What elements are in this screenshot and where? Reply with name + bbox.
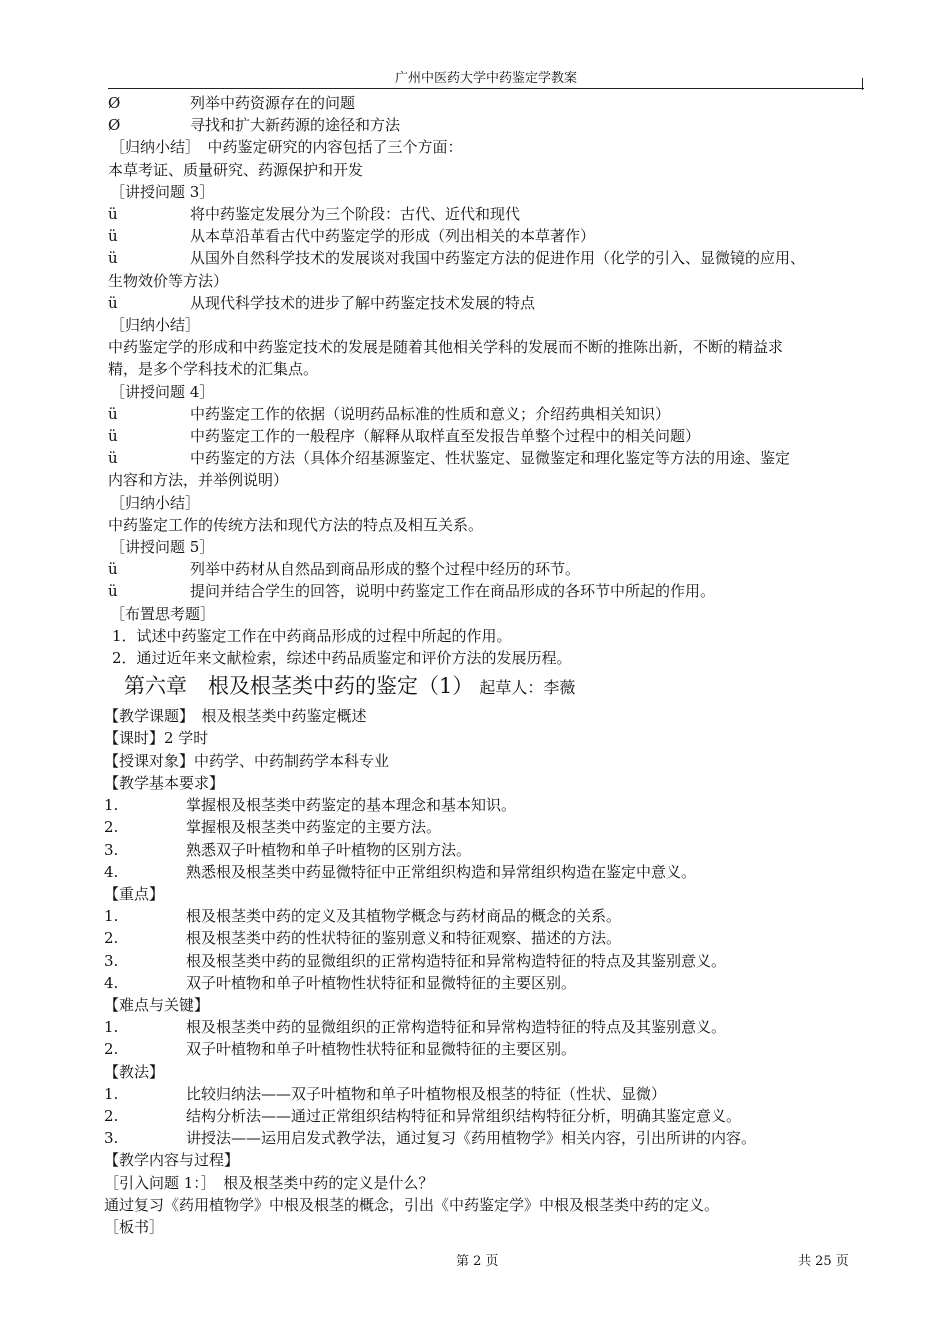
line-text: 中药鉴定工作的传统方法和现代方法的特点及相互关系。: [108, 515, 484, 534]
text-line: [104, 705, 864, 727]
text-line: [110, 136, 864, 158]
line-text: 根及根茎类中药的定义及其植物学概念与药材商品的概念的关系。: [186, 907, 622, 926]
list-marker: ü: [108, 404, 118, 423]
list-marker: ü: [108, 227, 118, 246]
line-text: 中药鉴定学的形成和中药鉴定技术的发展是随着其他相关学科的发展而不断的推陈出新，不断的精益求: [108, 338, 784, 357]
list-marker: 3.: [104, 1129, 119, 1148]
list-marker: ü: [108, 205, 118, 224]
line-text: 1．试述中药鉴定工作在中药商品形成的过程中所起的作用。: [112, 626, 512, 645]
header-rule: [108, 88, 864, 89]
text-line: [108, 203, 864, 225]
text-line: [108, 225, 864, 247]
list-marker: 3.: [104, 951, 119, 970]
text-line: [110, 492, 864, 514]
text-line: [104, 1149, 864, 1171]
page-header: 广州中医药大学中药鉴定学教案: [394, 71, 577, 86]
line-text: 根及根茎类中药的显微组织的正常构造特征和异常构造特征的特点及其鉴别意义。: [186, 951, 727, 970]
chapter-title: 第六章 根及根茎类中药的鉴定（1）: [124, 674, 474, 699]
list-marker: 2.: [104, 1040, 119, 1059]
line-text: 2．通过近年来文献检索，综述中药品质鉴定和评价方法的发展历程。: [112, 649, 572, 668]
line-text: ［引入问题 1：］ 根及根茎类中药的定义是什么？: [104, 1173, 434, 1192]
line-text: ［归纳小结］: [110, 316, 201, 335]
text-line: [108, 514, 864, 536]
line-text: 比较归纳法——双子叶植物和单子叶植物根及根茎的特征（性状、显微）: [186, 1084, 667, 1103]
line-text: 双子叶植物和单子叶植物性状特征和显微特征的主要区别。: [186, 1040, 577, 1059]
line-text: 将中药鉴定发展分为三个阶段：古代、近代和现代: [190, 205, 521, 224]
line-text: 中药鉴定工作的一般程序（解释从取样直至发报告单整个过程中的相关问题）: [190, 427, 701, 446]
text-line: [108, 558, 864, 580]
text-line: [110, 381, 864, 403]
list-marker: ü: [108, 293, 118, 312]
text-line: [104, 727, 864, 749]
page-total: 共 25 页: [798, 1254, 849, 1269]
text-line: [104, 794, 864, 816]
line-text: 中药鉴定的方法（具体介绍基源鉴定、性状鉴定、显微鉴定和理化鉴定等方法的用途、鉴定: [190, 449, 791, 468]
text-line: [112, 647, 864, 669]
line-text: ［讲授问题 4］: [110, 382, 215, 401]
header-rule-tick: [862, 78, 863, 90]
list-marker: 1.: [104, 796, 119, 815]
line-text: 结构分析法——通过正常组织结构特征和异常组织结构特征分析，明确其鉴定意义。: [186, 1106, 742, 1125]
line-text: 从现代科学技术的进步了解中药鉴定技术发展的特点: [190, 293, 536, 312]
line-text: 根及根茎类中药的显微组织的正常构造特征和异常构造特征的特点及其鉴别意义。: [186, 1018, 727, 1037]
list-marker: ü: [108, 427, 118, 446]
text-line: [108, 92, 864, 114]
text-line: [104, 750, 864, 772]
text-line: [104, 1038, 864, 1060]
text-line: [110, 603, 864, 625]
text-line: [108, 469, 864, 491]
text-line: [104, 772, 864, 794]
list-marker: 2.: [104, 929, 119, 948]
line-text: 双子叶植物和单子叶植物性状特征和显微特征的主要区别。: [186, 973, 577, 992]
line-text: 通过复习《药用植物学》中根及根茎的概念，引出《中药鉴定学》中根及根茎类中药的定义。: [104, 1195, 720, 1214]
page-number: 第 2 页: [456, 1254, 499, 1269]
text-line: [104, 927, 864, 949]
line-text: 【教学课题】 根及根茎类中药鉴定概述: [104, 707, 367, 726]
text-line: [108, 358, 864, 380]
text-line: [112, 625, 864, 647]
line-text: 内容和方法，并举例说明）: [108, 471, 289, 490]
text-line: [104, 1061, 864, 1083]
list-marker: 4.: [104, 862, 119, 881]
list-marker: ü: [108, 249, 118, 268]
line-text: 寻找和扩大新药源的途径和方法: [190, 116, 401, 135]
line-text: 根及根茎类中药的性状特征的鉴别意义和特征观察、描述的方法。: [186, 929, 622, 948]
line-text: 掌握根及根茎类中药鉴定的主要方法。: [186, 818, 442, 837]
list-marker: 3.: [104, 840, 119, 859]
line-text: 从国外自然科学技术的发展谈对我国中药鉴定方法的促进作用（化学的引入、显微镜的应用、: [190, 249, 806, 268]
text-line: [104, 1172, 864, 1194]
text-line: [108, 247, 864, 269]
line-text: 从本草沿革看古代中药鉴定学的形成（列出相关的本草著作）: [190, 227, 596, 246]
text-line: [108, 159, 864, 181]
text-line: [108, 270, 864, 292]
text-line: [104, 1083, 864, 1105]
line-text: 【课时】2 学时: [104, 729, 209, 748]
line-text: 【授课对象】中药学、中药制药学本科专业: [104, 751, 390, 770]
text-line: [104, 816, 864, 838]
text-line: [104, 1216, 864, 1238]
text-line: [108, 292, 864, 314]
text-line: [104, 861, 864, 883]
text-line: [108, 447, 864, 469]
line-text: ［布置思考题］: [110, 604, 216, 623]
line-text: 掌握根及根茎类中药鉴定的基本理念和基本知识。: [186, 796, 517, 815]
list-marker: Ø: [108, 94, 121, 112]
line-text: 【难点与关键】: [104, 995, 210, 1014]
text-line: [104, 950, 864, 972]
text-line: [104, 839, 864, 861]
list-marker: 1.: [104, 907, 119, 926]
line-text: 【教学内容与过程】: [104, 1151, 240, 1170]
line-text: 【教法】: [104, 1062, 165, 1081]
lecture-section-2: [104, 705, 864, 1238]
line-text: 本草考证、质量研究、药源保护和开发: [108, 160, 364, 179]
text-line: [104, 905, 864, 927]
text-line: [110, 314, 864, 336]
list-marker: ü: [108, 560, 118, 579]
line-text: ［归纳小结］: [110, 493, 201, 512]
text-line: [104, 1127, 864, 1149]
lecture-section-1: [108, 92, 864, 669]
line-text: 熟悉根及根茎类中药显微特征中正常组织构造和异常组织构造在鉴定中意义。: [186, 862, 697, 881]
text-line: [104, 994, 864, 1016]
line-text: 【教学基本要求】: [104, 773, 225, 792]
line-text: 提问并结合学生的回答，说明中药鉴定工作在商品形成的各环节中所起的作用。: [190, 582, 716, 601]
list-marker: ü: [108, 582, 118, 601]
text-line: [104, 972, 864, 994]
text-line: [104, 1105, 864, 1127]
line-text: 熟悉双子叶植物和单子叶植物的区别方法。: [186, 840, 472, 859]
line-text: 精，是多个学科技术的汇集点。: [108, 360, 319, 379]
text-line: [108, 580, 864, 602]
text-line: [104, 883, 864, 905]
list-marker: 1.: [104, 1084, 119, 1103]
line-text: 列举中药资源存在的问题: [190, 94, 356, 112]
text-line: [108, 403, 864, 425]
list-marker: 4.: [104, 973, 119, 992]
document-body: [104, 92, 864, 1238]
text-line: [108, 336, 864, 358]
text-line: [110, 536, 864, 558]
chapter-heading: [124, 669, 864, 705]
line-text: 【重点】: [104, 884, 165, 903]
line-text: ［板书］: [104, 1217, 165, 1236]
list-marker: 1.: [104, 1018, 119, 1037]
list-marker: 2.: [104, 1106, 119, 1125]
line-text: 列举中药材从自然品到商品形成的整个过程中经历的环节。: [190, 560, 581, 579]
list-marker: Ø: [108, 116, 121, 135]
list-marker: ü: [108, 449, 118, 468]
chapter-author: 起草人：李薇: [479, 678, 576, 698]
line-text: ［讲授问题 5］: [110, 538, 215, 557]
line-text: 生物效价等方法）: [108, 271, 229, 290]
line-text: 中药鉴定工作的依据（说明药品标准的性质和意义；介绍药典相关知识）: [190, 404, 671, 423]
line-text: ［讲授问题 3］: [110, 182, 215, 201]
text-line: [104, 1016, 864, 1038]
list-marker: 2.: [104, 818, 119, 837]
text-line: [110, 181, 864, 203]
text-line: [108, 114, 864, 136]
text-line: [104, 1194, 864, 1216]
text-line: [108, 425, 864, 447]
line-text: 讲授法——运用启发式教学法，通过复习《药用植物学》相关内容，引出所讲的内容。: [186, 1129, 757, 1148]
line-text: ［归纳小结］ 中药鉴定研究的内容包括了三个方面：: [110, 138, 463, 157]
